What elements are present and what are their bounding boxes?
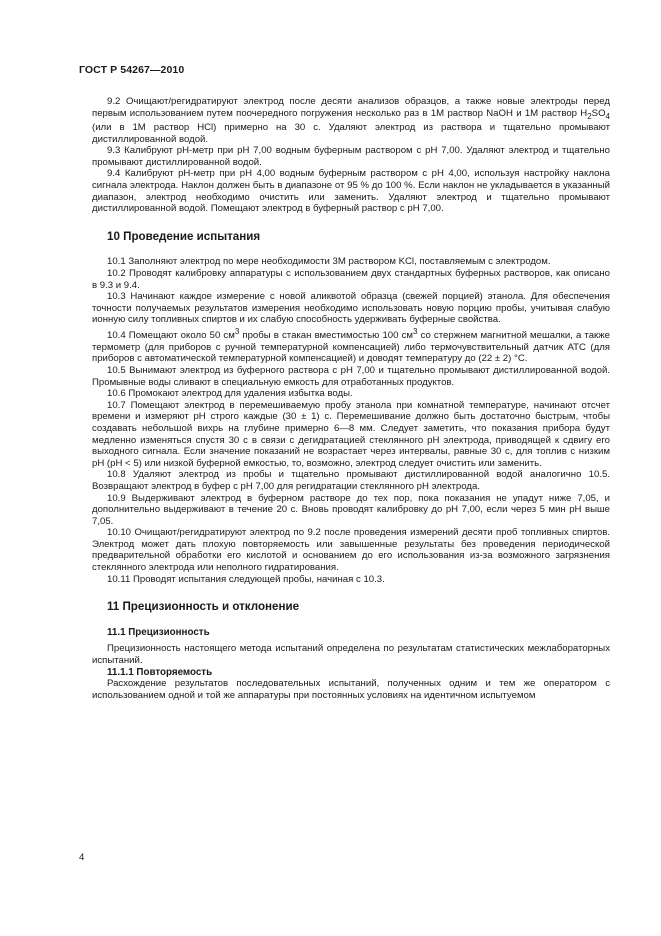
paragraph-10-5: 10.5 Вынимают электрод из буферного раствора с рН 7,00 и тщательно промывают дистиллированной водой. Промывные воды сливают в специальную емкость для отработанных продуктов. — [92, 364, 610, 388]
section-10-heading: 10 Проведение испытания — [107, 229, 261, 243]
paragraph-9-2-text-a: 9.2 Очищают/регидратируют электрод после десяти анализов образцов, а также новые электроды перед первым использованием путем поочередного погружения несколько раз в 1М раствор NaOH и 1М раствор H — [92, 96, 610, 119]
page-number: 4 — [79, 852, 85, 863]
paragraph-9-2-text-b: SO — [591, 107, 606, 119]
superscript-3: 3 — [234, 327, 240, 336]
subsection-11-1-1-heading: 11.1.1 Повторяемость — [107, 666, 213, 678]
paragraph-10-2: 10.2 Проводят калибровку аппаратуры с использованием двух стандартных буферных растворов, как описано в 9.3 и 9.4. — [92, 268, 610, 291]
subscript-4: 4 — [605, 111, 610, 121]
paragraph-11-1-1: Расхождение результатов последовательных испытаний, полученных одним и тем же оператором с использованием одной и той же аппаратуры при постоянных условиях на идентичном испытуемом — [92, 678, 610, 701]
paragraph-10-9: 10.9 Выдерживают электрод в буферном растворе до тех пор, пока показания не упадут ниже 7,05, и дополнительно выдерживают в течение 20 с. Вновь проводят калибровку до рН 7,00, если через 5 мин рН выше 7,05. — [92, 492, 610, 527]
paragraph-11-1: Прецизионность настоящего метода испытаний определена по результатам статистических межлабораторных испытаний. — [92, 643, 610, 667]
paragraph-10-7: 10.7 Помещают электрод в перемешиваемую пробу этанола при комнатной температуре, начинают отсчет времени и измеряют рН строго каждые (30 ± 1) с. Перемешивание должно быть достаточно быстрым, чтобы создавать небольшой вихрь на глубине примерно 6—8 мм. Следует заметить, что показания прибора будут медленно изменяться спустя 30 с в связи с дегидратацией стеклянного рН электрода, приводящей к сдвигу его выходного сигнала. Если значение показаний не возрастает через интервалы, равные 30 с, для топлив с низким рН (рН < 5) или низкой буферной емкостью, то, возможно, электрод следует очистить или заменить. — [92, 399, 610, 469]
superscript-3-second: 3 — [413, 327, 418, 336]
paragraph-10-8: 10.8 Удаляют электрод из пробы и тщательно промывают дистиллированной водой аналогично 10.5. Возвращают электрод в буфер с рН 7,00 для регидратации стеклянного рН электрода. — [92, 469, 610, 492]
paragraph-10-10: 10.10 Очищают/регидратируют электрод по 9.2 после проведения измерений десяти проб топливных спиртов. Электрод может дать плохую повторяемость или завышенные результаты без проведения периодической предварительной обработки его кислотой и основанием до его использования из-за возможного загрязнения стеклянного электрода или неполного гидратирования. — [92, 527, 610, 574]
paragraph-10-4-text-b: пробы в стакан вместимостью 100 см — [239, 330, 413, 342]
paragraph-10-4-text-c: со стержнем магнитной мешалки, а также термометр (для приборов с ручной температурной компенсацией) либо термочувствительный датчик АТС (для приборов с автоматической температурной компенсацией) и доводят температуру до (22 ± 2) °С. — [92, 330, 610, 365]
paragraph-10-4-text-a: 10.4 Помещают около 50 см — [107, 330, 235, 342]
paragraph-9-4: 9.4 Калибруют рН-метр при рН 4,00 водным буферным раствором с рН 4,00, используя настройку наклона сигнала электрода. Наклон должен быть в диапазоне от 95 % до 100 %. Если наклон не укладывается в указанный диапазон, электрод необходимо очистить или заменить. Удаляют электрод и тщательно промывают дистиллированной водой. Помещают электрод в буферный раствор с рН 7,00. — [92, 168, 610, 215]
standard-header: ГОСТ Р 54267—2010 — [79, 64, 185, 76]
paragraph-10-1: 10.1 Заполняют электрод по мере необходимости 3М раствором KCl, поставляемым с электродом. — [107, 256, 551, 268]
paragraph-10-4 — [92, 326, 610, 365]
paragraph-9-2 — [92, 96, 610, 145]
paragraph-10-6: 10.6 Промокают электрод для удаления избытка воды. — [107, 388, 353, 400]
subsection-11-1-heading: 11.1 Прецизионность — [107, 626, 210, 638]
paragraph-10-3: 10.3 Начинают каждое измерение с новой аликвотой образца (свежей порцией) этанола. Для обеспечения точности получаемых результатов измерения необходимо использовать новую порцию пробы, учитывая слабую ионную силу топливных спиртов и их слабую способность удерживать буферные свойства. — [92, 291, 610, 326]
section-11-heading: 11 Прецизионность и отклонение — [107, 600, 300, 614]
paragraph-9-3: 9.3 Калибруют рН-метр при рН 7,00 водным буферным раствором с рН 7,00. Удаляют электрод и тщательно промывают дистиллированной водой. — [92, 145, 610, 168]
subscript-2: 2 — [587, 111, 592, 121]
page-content — [92, 96, 610, 701]
paragraph-9-2-text-c: (или в 1М раствор HCl) примерно на 30 с. Удаляют электрод из раствора и тщательно промывают дистиллированной водой. — [92, 122, 610, 145]
paragraph-10-11: 10.11 Проводят испытания следующей пробы, начиная с 10.3. — [107, 573, 385, 585]
